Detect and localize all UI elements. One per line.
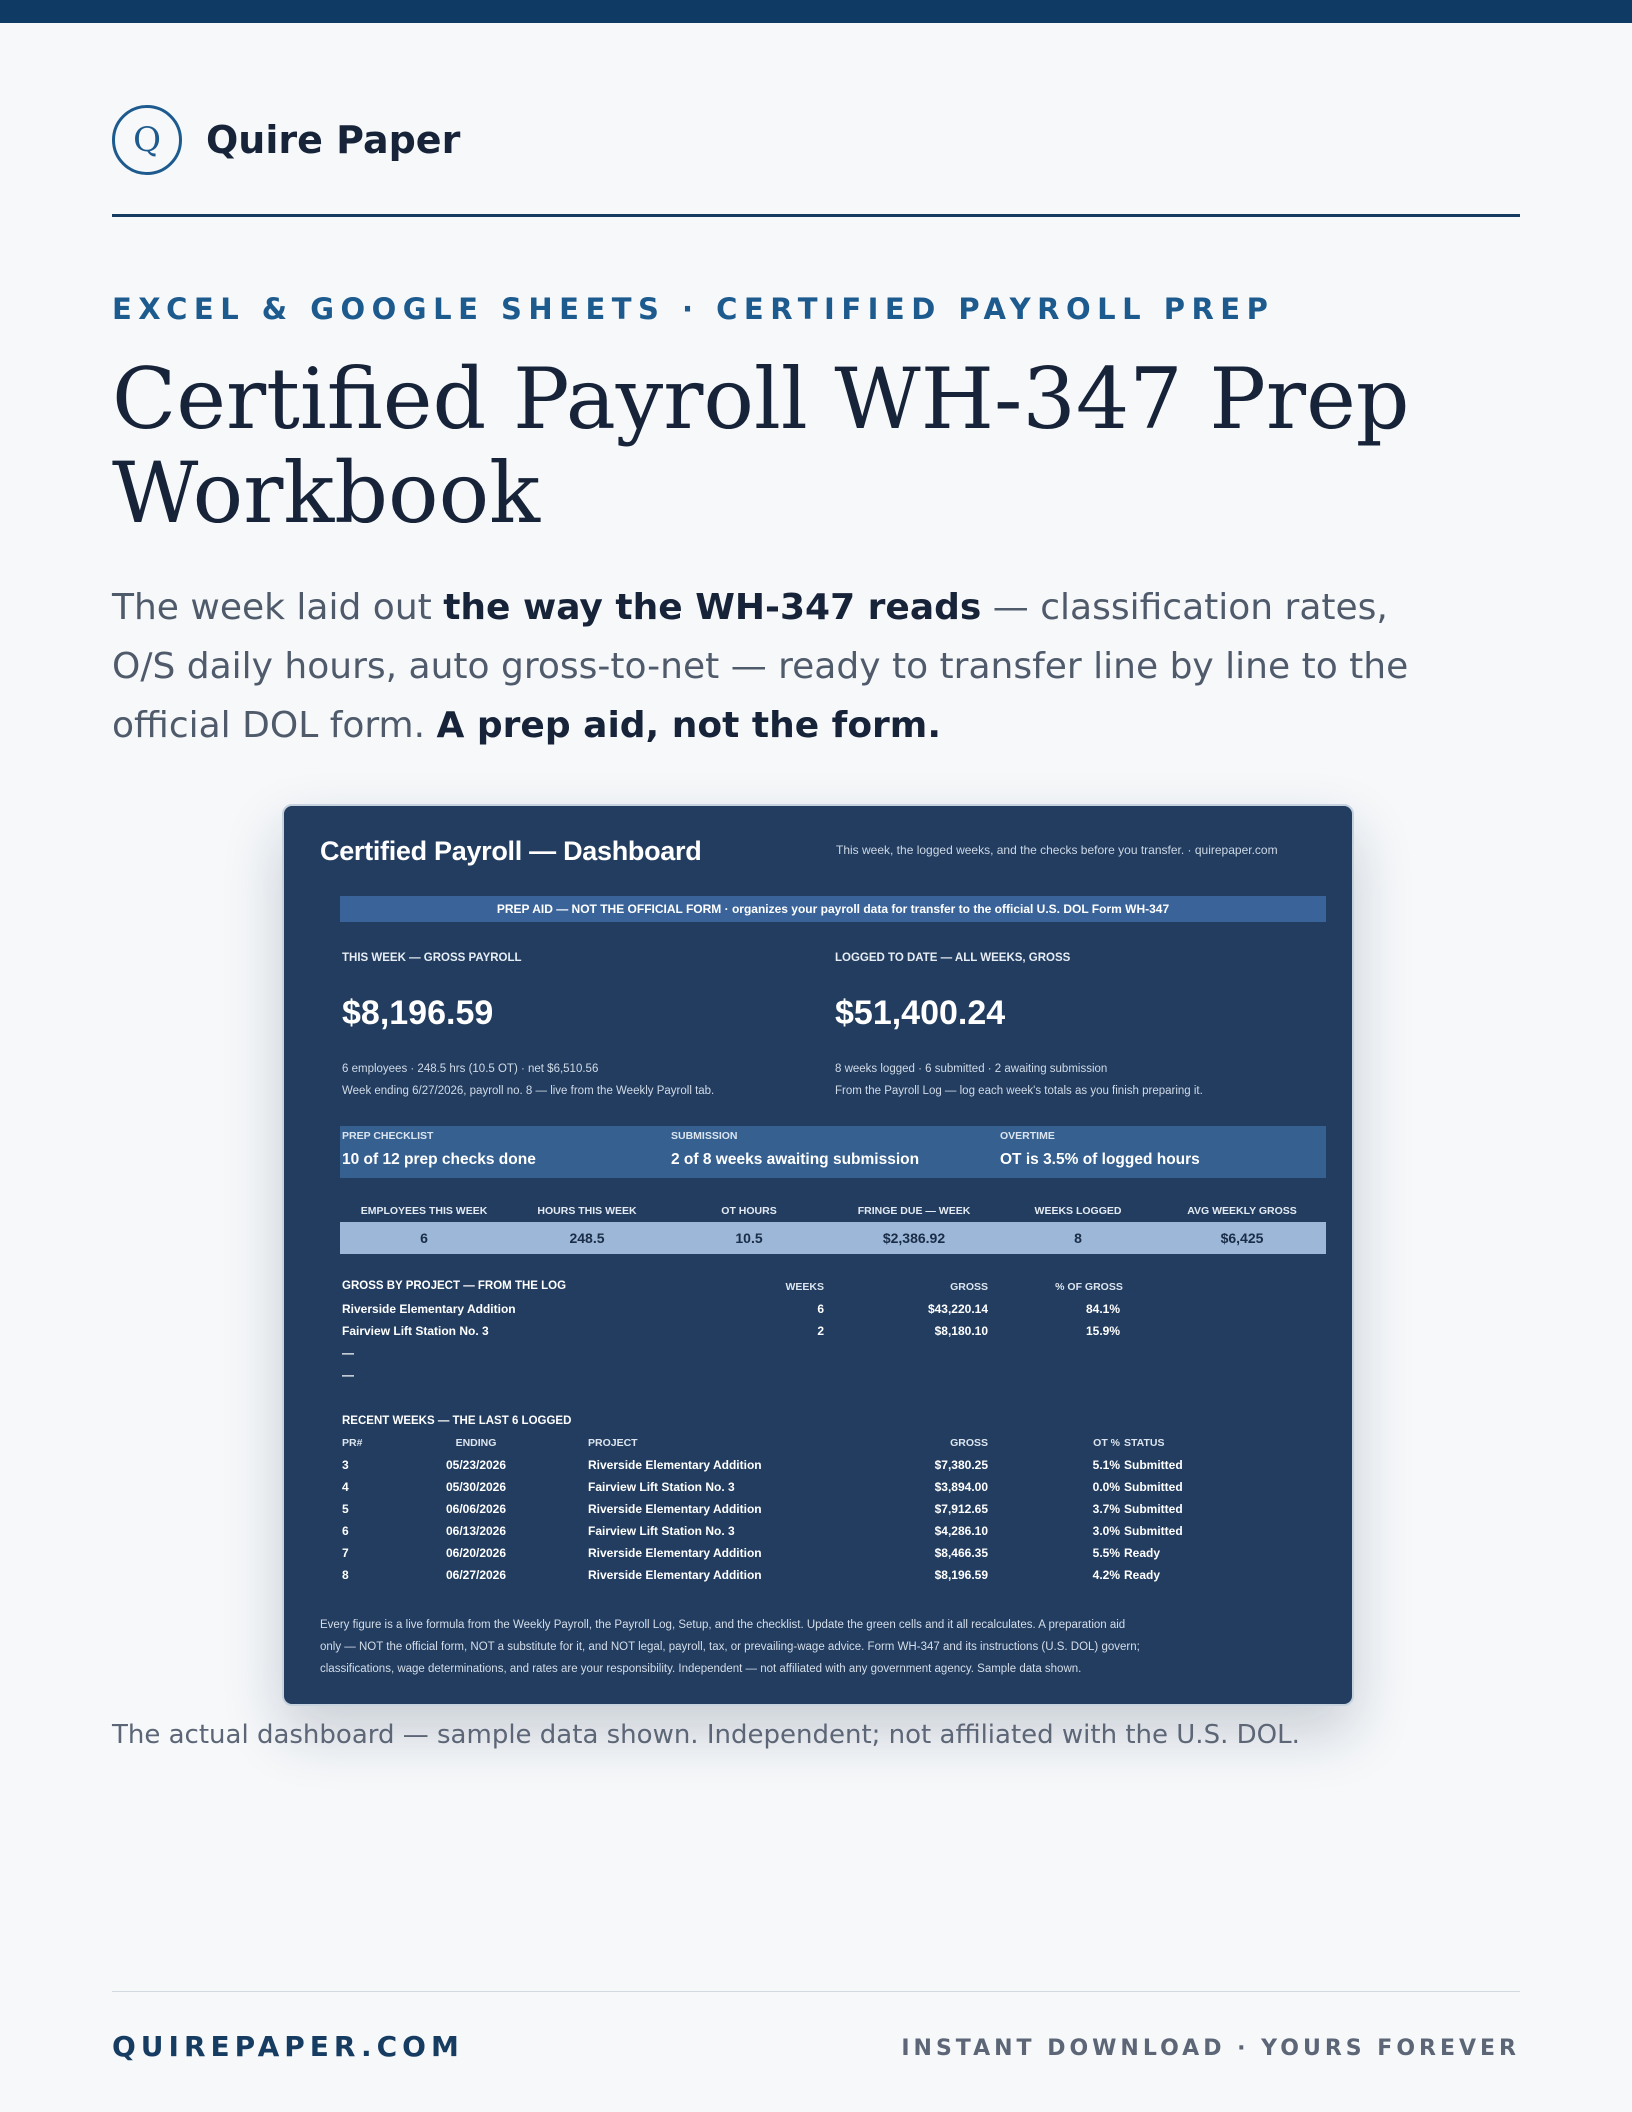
check-value: 2 of 8 weeks awaiting submission [671, 1151, 920, 1168]
kpi-bar [340, 1222, 1326, 1254]
kpi-value: 10.5 [735, 1230, 763, 1246]
recent-ot: 5.5% [1092, 1546, 1120, 1560]
header-divider [112, 214, 1520, 217]
project-gross: $43,220.14 [927, 1302, 988, 1316]
logged-label: LOGGED TO DATE — ALL WEEKS, GROSS [835, 952, 1071, 964]
recent-status: Ready [1124, 1546, 1161, 1560]
dashboard-footnote: Every figure is a live formula from the Weekly Payroll, the Payroll Log, Setup, and the checklist. Update the green cells and it all recalculates. A preparation aid only — NOT the official form, NOT a substitute for it, and NOT legal, payroll, tax, or prevailing-wage advice. Form WH-347 and its instructions (U.S. DOL) govern; classifications, wage determinations, and rates are your responsibility. Independent — not affiliated with any government agency. Sample data shown. [320, 1619, 1140, 1675]
footer-divider [112, 1991, 1520, 1992]
recent-ot: 3.0% [1092, 1524, 1120, 1538]
recent-ot: 3.7% [1092, 1502, 1120, 1516]
checks-bar [340, 1126, 1326, 1178]
check-value: OT is 3.5% of logged hours [1000, 1151, 1200, 1168]
kpi-label: OT HOURS [721, 1205, 777, 1217]
footer-site: QUIREPAPER.COM [112, 2030, 464, 2063]
recent-ending: 05/23/2026 [445, 1458, 507, 1472]
recent-ot: 4.2% [1092, 1568, 1120, 1582]
brand-logo-mark: Q [112, 105, 182, 175]
brand-name: Quire Paper [206, 118, 461, 162]
recent-col-gross: GROSS [950, 1437, 988, 1449]
project-pct: 84.1% [1085, 1302, 1120, 1316]
recent-gross: $4,286.10 [934, 1524, 988, 1538]
recent-status: Submitted [1124, 1502, 1183, 1516]
projects-col-pct: % OF GROSS [1055, 1281, 1123, 1293]
recent-status: Ready [1124, 1568, 1161, 1582]
eyebrow-label: EXCEL & GOOGLE SHEETS · CERTIFIED PAYROLL PREP [112, 292, 1275, 326]
recent-col-ot: OT % [1093, 1437, 1120, 1449]
recent-gross: $8,196.59 [934, 1568, 988, 1582]
lede-emphasis-1: the way the WH-347 reads [443, 587, 982, 628]
recent-project: Riverside Elementary Addition [588, 1458, 762, 1472]
logged-gross: $51,400.24 [835, 994, 1006, 1032]
projects-heading: GROSS BY PROJECT — FROM THE LOG [342, 1280, 567, 1292]
footer-tagline: INSTANT DOWNLOAD · YOURS FOREVER [901, 2036, 1520, 2061]
kpi-value: $2,386.92 [882, 1230, 946, 1246]
recent-ending: 06/13/2026 [445, 1524, 507, 1538]
prep-aid-banner: PREP AID — NOT THE OFFICIAL FORM · organizes your payroll data for transfer to the official U.S. DOL Form WH-347 [340, 896, 1326, 922]
recent-project: Riverside Elementary Addition [588, 1568, 762, 1582]
recent-status: Submitted [1124, 1480, 1183, 1494]
recent-col-project: PROJECT [588, 1437, 638, 1449]
lede-paragraph [112, 578, 1412, 755]
kpi-label: WEEKS LOGGED [1034, 1205, 1122, 1217]
check-label: SUBMISSION [671, 1130, 738, 1142]
recent-col-status: STATUS [1124, 1437, 1165, 1449]
recent-gross: $3,894.00 [934, 1480, 988, 1494]
recent-pr: 6 [342, 1524, 349, 1538]
recent-col-pr: PR# [342, 1437, 363, 1449]
kpi-value: 248.5 [569, 1230, 605, 1246]
kpi-value: 6 [420, 1230, 428, 1246]
kpi-label: FRINGE DUE — WEEK [857, 1205, 971, 1217]
page-title: Certified Payroll WH-347 Prep Workbook [112, 350, 1410, 542]
brand-header [112, 104, 460, 176]
recent-project: Fairview Lift Station No. 3 [588, 1524, 735, 1538]
recent-project: Riverside Elementary Addition [588, 1546, 762, 1560]
kpi-value: 8 [1074, 1230, 1082, 1246]
recent-ot: 5.1% [1092, 1458, 1120, 1472]
lede-text-1: The week laid out [112, 587, 444, 628]
recent-pr: 8 [342, 1568, 349, 1582]
kpi-label: EMPLOYEES THIS WEEK [360, 1205, 488, 1217]
this-week-label: THIS WEEK — GROSS PAYROLL [342, 952, 522, 964]
recent-pr: 4 [342, 1480, 349, 1494]
this-week-source: Week ending 6/27/2026, payroll no. 8 — live from the Weekly Payroll tab. [342, 1085, 715, 1097]
project-name: — [342, 1346, 354, 1360]
recent-ot: 0.0% [1092, 1480, 1120, 1494]
project-name: Fairview Lift Station No. 3 [342, 1324, 489, 1338]
lede-emphasis-2: A prep aid, not the form. [436, 705, 941, 746]
recent-project: Riverside Elementary Addition [588, 1502, 762, 1516]
recent-pr: 3 [342, 1458, 349, 1472]
recent-ending: 06/27/2026 [445, 1568, 507, 1582]
recent-ending: 06/06/2026 [445, 1502, 507, 1516]
check-label: PREP CHECKLIST [342, 1130, 434, 1142]
top-accent-bar [0, 0, 1632, 23]
kpi-label: AVG WEEKLY GROSS [1187, 1205, 1297, 1217]
dashboard-screenshot [282, 804, 1354, 1706]
logged-source: From the Payroll Log — log each week's totals as you finish preparing it. [835, 1085, 1203, 1097]
recent-ending: 05/30/2026 [445, 1480, 507, 1494]
dashboard-subtitle: This week, the logged weeks, and the checks before you transfer. · quirepaper.com [836, 843, 1278, 857]
lede-text-2: — classification rates, O/S daily hours, auto gross-to-net — ready to transfer line by line to the official DOL form. [112, 587, 1409, 746]
recent-pr: 7 [342, 1546, 349, 1560]
recent-gross: $7,380.25 [934, 1458, 988, 1472]
recent-status: Submitted [1124, 1458, 1183, 1472]
this-week-gross: $8,196.59 [342, 994, 494, 1032]
kpi-label: HOURS THIS WEEK [537, 1205, 637, 1217]
project-pct: 15.9% [1085, 1324, 1120, 1338]
recent-gross: $7,912.65 [934, 1502, 988, 1516]
project-name: Riverside Elementary Addition [342, 1302, 516, 1316]
recent-col-ending: ENDING [455, 1437, 497, 1449]
project-name: — [342, 1368, 354, 1382]
dashboard-title: Certified Payroll — Dashboard [320, 836, 702, 866]
project-weeks: 2 [817, 1324, 824, 1338]
this-week-note: 6 employees · 248.5 hrs (10.5 OT) · net $6,510.56 [342, 1063, 599, 1075]
recent-pr: 5 [342, 1502, 349, 1516]
check-value: 10 of 12 prep checks done [342, 1151, 536, 1168]
project-gross: $8,180.10 [934, 1324, 988, 1338]
recent-gross: $8,466.35 [934, 1546, 988, 1560]
projects-col-gross: GROSS [950, 1281, 988, 1293]
kpi-value: $6,425 [1220, 1230, 1264, 1246]
recent-status: Submitted [1124, 1524, 1183, 1538]
screenshot-caption: The actual dashboard — sample data shown. Independent; not affiliated with the U.S. DOL. [112, 1720, 1300, 1750]
recent-project: Fairview Lift Station No. 3 [588, 1480, 735, 1494]
project-weeks: 6 [817, 1302, 824, 1316]
check-label: OVERTIME [1000, 1130, 1055, 1142]
projects-col-weeks: WEEKS [785, 1281, 824, 1293]
recent-heading: RECENT WEEKS — THE LAST 6 LOGGED [342, 1415, 572, 1427]
recent-ending: 06/20/2026 [445, 1546, 507, 1560]
logged-note: 8 weeks logged · 6 submitted · 2 awaiting submission [835, 1063, 1108, 1075]
